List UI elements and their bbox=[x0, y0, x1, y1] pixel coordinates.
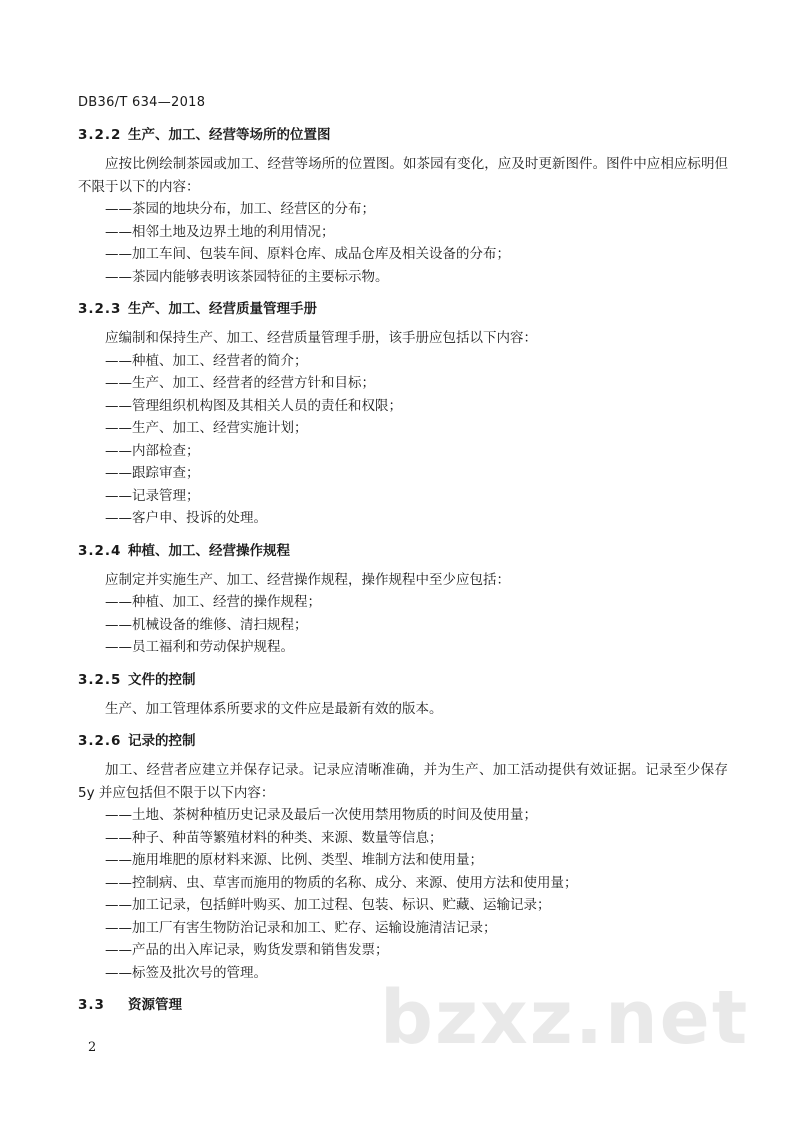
list-item: ——客户申、投诉的处理。 bbox=[105, 510, 267, 526]
section-heading bbox=[78, 298, 728, 320]
list-item: ——相邻土地及边界土地的利用情况； bbox=[105, 223, 335, 240]
watermark-text: bzxz.net bbox=[380, 975, 750, 1061]
list-item: ——茶园内能够表明该茶园特征的主要标示物。 bbox=[105, 268, 389, 285]
dash-list bbox=[78, 350, 728, 530]
list-item: ——管理组织机构图及其相关人员的责任和权限； bbox=[105, 397, 402, 414]
body-paragraph: 应编制和保持生产、加工、经营质量管理手册，该手册应包括以下内容： bbox=[105, 330, 537, 346]
list-item: ——跟踪审查； bbox=[105, 465, 200, 481]
section-block bbox=[78, 124, 728, 288]
list-item: ——记录管理； bbox=[105, 487, 200, 504]
section-number: 3.2.2 bbox=[78, 127, 122, 143]
section-number: 3.2.5 bbox=[78, 671, 122, 688]
list-item: ——土地、茶树种植历史记录及最后一次使用禁用物质的时间及使用量； bbox=[105, 807, 537, 823]
section-block bbox=[78, 298, 728, 530]
section-title: 资源管理 bbox=[128, 997, 182, 1013]
list-item: ——加工记录，包括鲜叶购买、加工过程、包装、标识、贮藏、运输记录； bbox=[105, 897, 551, 913]
list-item: ——员工福利和劳动保护规程。 bbox=[105, 639, 294, 655]
document-code: DB36/T 634—2018 bbox=[78, 95, 206, 110]
section-title: 种植、加工、经营操作规程 bbox=[128, 542, 290, 559]
section-block bbox=[78, 669, 728, 721]
section-title: 记录的控制 bbox=[128, 733, 196, 749]
section-heading bbox=[78, 730, 728, 752]
list-item: ——机械设备的维修、清扫规程； bbox=[105, 616, 308, 633]
list-item: ——生产、加工、经营实施计划； bbox=[105, 420, 308, 436]
section-number: 3.3 bbox=[78, 997, 105, 1013]
section-block bbox=[78, 730, 728, 984]
list-item: ——生产、加工、经营者的经营方针和目标； bbox=[105, 375, 375, 391]
body-paragraph: 应制定并实施生产、加工、经营操作规程，操作规程中至少应包括： bbox=[105, 571, 510, 588]
list-item: ——施用堆肥的原材料来源、比例、类型、堆制方法和使用量； bbox=[105, 852, 483, 868]
section-number: 3.2.3 bbox=[78, 301, 122, 317]
list-item: ——内部检查； bbox=[105, 442, 200, 459]
list-item: ——种植、加工、经营者的简介； bbox=[105, 352, 308, 369]
section-heading bbox=[78, 669, 728, 691]
section-heading bbox=[78, 124, 728, 146]
list-item: ——加工车间、包装车间、原料仓库、成品仓库及相关设备的分布； bbox=[105, 246, 510, 262]
dash-list bbox=[78, 591, 728, 659]
body-paragraph: 应按比例绘制茶园或加工、经营等场所的位置图。如茶园有变化，应及时更新图件。图件中应相应标明但不限于以下的内容： bbox=[78, 156, 728, 195]
section-number: 3.2.4 bbox=[78, 542, 122, 559]
list-item: ——加工厂有害生物防治记录和加工、贮存、运输设施清洁记录； bbox=[105, 919, 497, 936]
dash-list bbox=[78, 198, 728, 288]
list-item: ——产品的出入库记录，购货发票和销售发票； bbox=[105, 942, 389, 958]
list-item: ——标签及批次号的管理。 bbox=[105, 964, 267, 981]
body-paragraph: 生产、加工管理体系所要求的文件应是最新有效的版本。 bbox=[105, 700, 443, 717]
section-heading bbox=[78, 540, 728, 562]
section-title: 生产、加工、经营等场所的位置图 bbox=[128, 127, 331, 143]
list-item: ——种子、种苗等繁殖材料的种类、来源、数量等信息； bbox=[105, 829, 443, 846]
page-number: 2 bbox=[88, 1040, 97, 1055]
section-title: 文件的控制 bbox=[128, 671, 196, 688]
section-number: 3.2.6 bbox=[78, 733, 122, 749]
list-item: ——种植、加工、经营的操作规程； bbox=[105, 594, 321, 610]
dash-list bbox=[78, 804, 728, 984]
list-item: ——茶园的地块分布，加工、经营区的分布； bbox=[105, 201, 375, 217]
section-title: 生产、加工、经营质量管理手册 bbox=[128, 301, 317, 317]
section-block bbox=[78, 540, 728, 659]
list-item: ——控制病、虫、草害而施用的物质的名称、成分、来源、使用方法和使用量； bbox=[105, 874, 578, 891]
document-body bbox=[78, 124, 728, 1026]
body-paragraph: 加工、经营者应建立并保存记录。记录应清晰准确，并为生产、加工活动提供有效证据。记录至少保存 5y 并应包括但不限于以下内容： bbox=[78, 762, 728, 801]
